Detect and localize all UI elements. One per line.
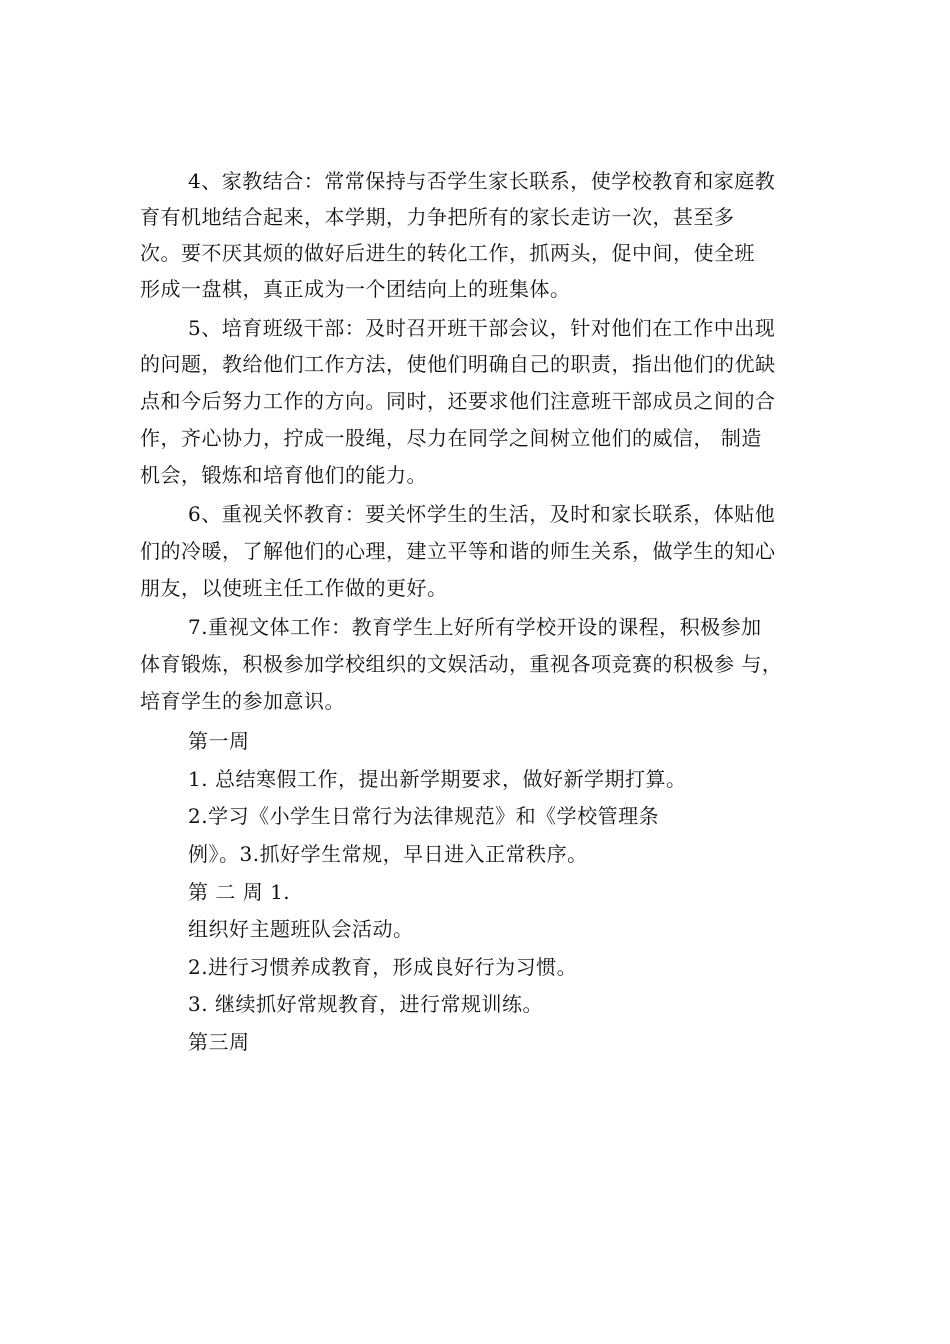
week-2-item-1: 组织好主题班队会活动。 [188, 917, 414, 941]
week-1-item-2: 2.学习《小学生日常行为法律规范》和《学校管理条 [188, 804, 660, 828]
paragraph-6-line-3: 朋友，以使班主任工作做的更好。 [140, 576, 448, 600]
paragraph-5-line-3: 点和今后努力工作的方向。同时，还要求他们注意班干部成员之间的合 [140, 389, 776, 413]
paragraph-7-line-2: 体育锻炼，积极参加学校组织的文娱活动，重视各项竞赛的积极参 与， [140, 652, 783, 676]
paragraph-7-line-3: 培育学生的参加意识。 [140, 689, 345, 713]
paragraph-7-line-1: 7.重视文体工作：教育学生上好所有学校开设的课程，积极参加 [188, 615, 762, 639]
week-1-heading: 第一周 [188, 729, 250, 753]
paragraph-4-line-1: 4、家教结合：常常保持与否学生家长联系，使学校教育和家庭教 [188, 169, 776, 193]
week-2-heading: 第 二 周 1. [188, 880, 291, 904]
week-3-heading: 第三周 [188, 1030, 250, 1054]
paragraph-5-line-4: 作，齐心协力，拧成一股绳，尽力在同学之间树立他们的威信， 制造 [140, 426, 762, 450]
paragraph-4-line-3: 次。要不厌其烦的做好后进生的转化工作，抓两头，促中间，使全班 [140, 241, 755, 265]
week-2-item-2: 2.进行习惯养成教育，形成良好行为习惯。 [188, 955, 578, 979]
week-1-item-1: 1. 总结寒假工作，提出新学期要求，做好新学期打算。 [188, 767, 687, 791]
paragraph-4-line-4: 形成一盘棋，真正成为一个团结向上的班集体。 [140, 277, 571, 301]
paragraph-6-line-2: 们的冷暖，了解他们的心理，建立平等和谐的师生关系，做学生的知心 [140, 539, 776, 563]
paragraph-4-line-2: 育有机地结合起来，本学期，力争把所有的家长走访一次，甚至多 [140, 205, 735, 229]
paragraph-5-line-5: 机会，锻炼和培育他们的能力。 [140, 463, 427, 487]
week-1-item-2-cont: 例》。3.抓好学生常规，早日进入正常秩序。 [188, 842, 588, 866]
paragraph-5-line-2: 的问题，教给他们工作方法，使他们明确自己的职责，指出他们的优缺 [140, 352, 776, 376]
paragraph-6-line-1: 6、重视关怀教育：要关怀学生的生活，及时和家长联系，体贴他 [188, 502, 776, 526]
paragraph-5-line-1: 5、培育班级干部：及时召开班干部会议，针对他们在工作中出现 [188, 316, 776, 340]
week-2-item-3: 3. 继续抓好常规教育，进行常规训练。 [188, 992, 543, 1016]
